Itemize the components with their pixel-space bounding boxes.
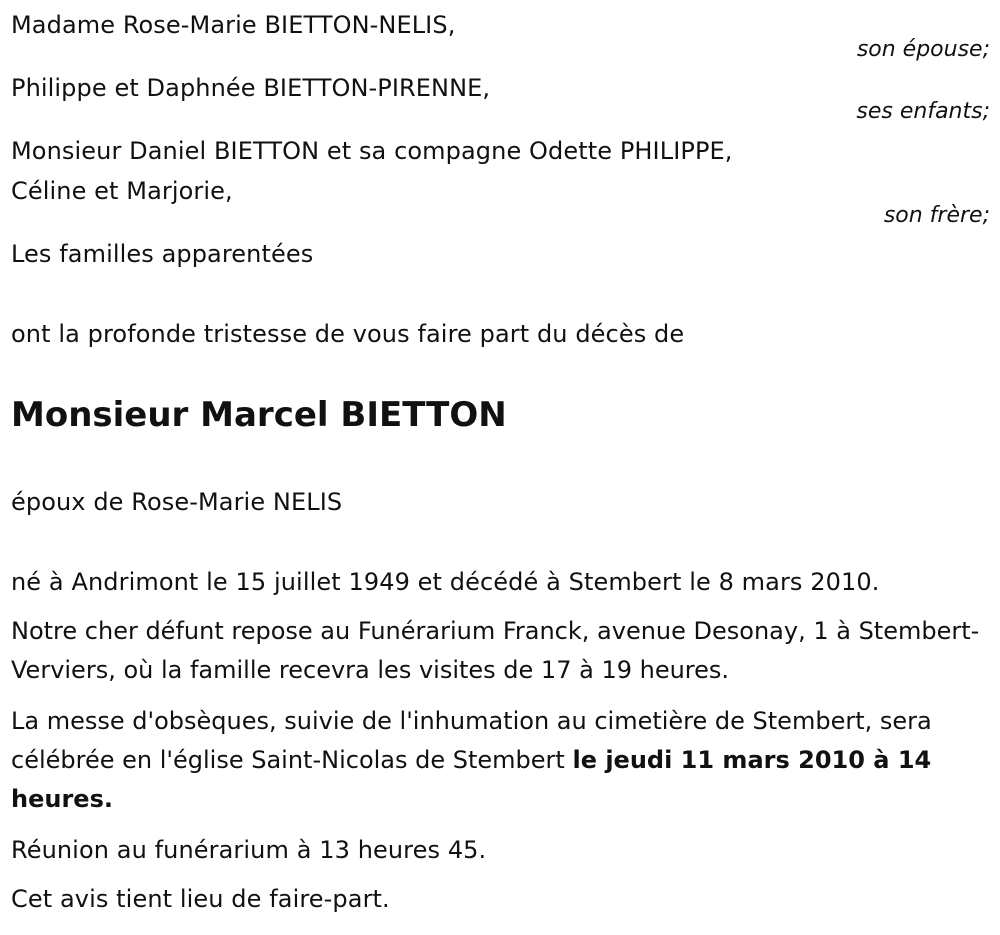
mass-paragraph — [11, 702, 996, 819]
brother-line-2: Céline et Marjorie, — [11, 177, 233, 205]
spouse-name: Madame Rose-Marie BIETTON-NELIS, — [11, 11, 456, 39]
spouse-relation: son épouse; — [856, 37, 990, 62]
meeting: Réunion au funérarium à 13 heures 45. — [11, 836, 487, 864]
brother-relation: son frère; — [883, 203, 990, 228]
spouse-of: époux de Rose-Marie NELIS — [11, 488, 343, 516]
birth-death: né à Andrimont le 15 juillet 1949 et décédé à Stembert le 8 mars 2010. — [11, 568, 880, 596]
children-names: Philippe et Daphnée BIETTON-PIRENNE, — [11, 74, 491, 102]
deceased-name: Monsieur Marcel BIETTON — [11, 395, 507, 435]
notice: Cet avis tient lieu de faire-part. — [11, 885, 390, 913]
children-relation: ses enfants; — [856, 99, 990, 124]
relatives: Les familles apparentées — [11, 240, 314, 268]
mass-date: le jeudi 11 mars 2010 à 14 heures. — [11, 746, 932, 813]
brother-line-1: Monsieur Daniel BIETTON et sa compagne Odette PHILIPPE, — [11, 137, 733, 165]
announcement: ont la profonde tristesse de vous faire part du décès de — [11, 320, 685, 348]
mass-text: La messe d'obsèques, suivie de l'inhumation au cimetière de Stembert, sera célébrée en l'église Saint-Nicolas de Stembert — [11, 707, 932, 774]
repose-paragraph: Notre cher défunt repose au Funérarium Franck, avenue Desonay, 1 à Stembert-Verviers, où la famille recevra les visites de 17 à 19 heures. — [11, 617, 980, 684]
